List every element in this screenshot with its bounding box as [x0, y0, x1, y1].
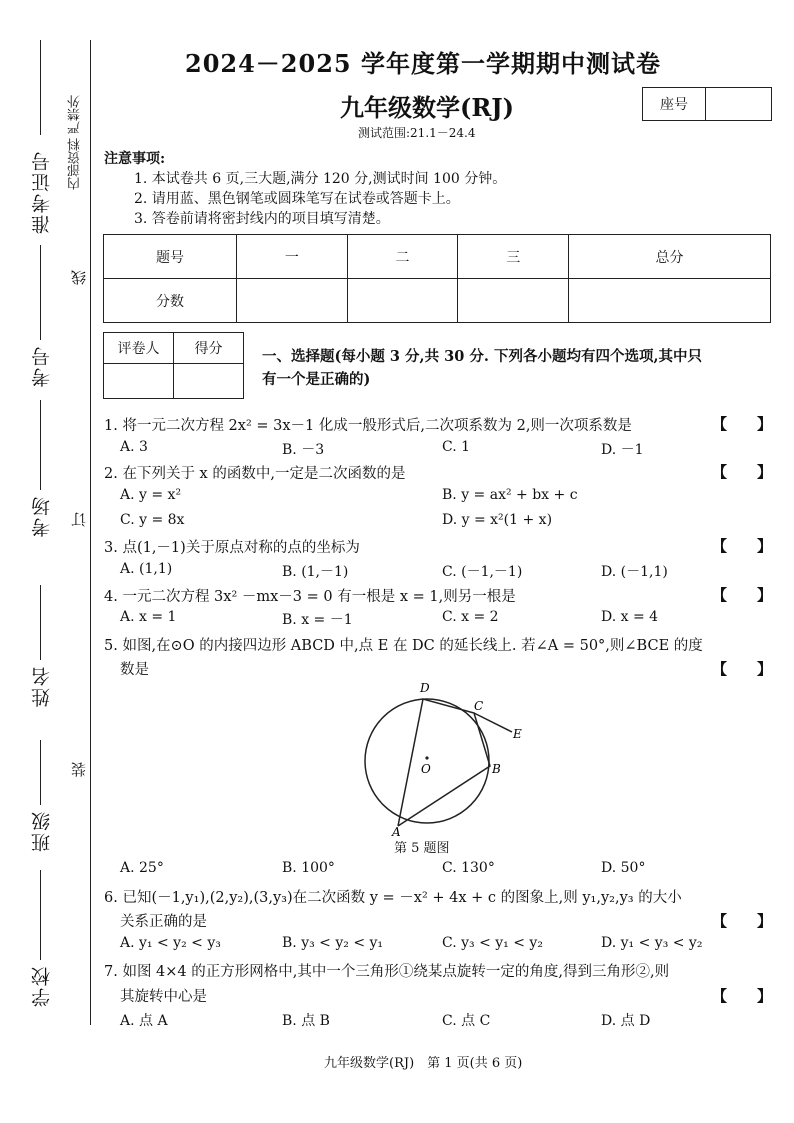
note-item: 1. 本试卷共 6 页,三大题,满分 120 分,测试时间 100 分钟。	[134, 171, 507, 187]
label-e: E	[513, 727, 522, 741]
grader-label: 评卷人	[104, 333, 174, 364]
option-a: A. x = 1	[120, 609, 177, 625]
score-header: 二	[347, 235, 458, 279]
confidential-mark: 内部资料 严禁外	[68, 94, 83, 190]
page-footer: 九年级数学(RJ) 第 1 页(共 6 页)	[324, 1056, 523, 1071]
score-table-header-row	[104, 235, 771, 279]
circle-o	[365, 699, 489, 823]
option-a: A. y₁ < y₂ < y₃	[120, 935, 221, 951]
score-cell[interactable]	[569, 279, 771, 323]
question-1: 1. 将一元二次方程 2x² = 3x－1 化成一般形式后,二次项系数为 2,则一次项系数是	[104, 418, 632, 434]
option-c: C. x = 2	[442, 609, 499, 625]
score-cell[interactable]	[458, 279, 569, 323]
option-c: C. (－1,－1)	[442, 564, 523, 580]
score-header: 一	[237, 235, 348, 279]
figure-caption: 第 5 题图	[394, 841, 450, 856]
option-d: D. 点 D	[601, 1013, 651, 1029]
exam-title: 2024－2025 学年度第一学期期中测试卷	[185, 49, 661, 78]
option-c: C. 1	[442, 439, 471, 455]
question-6-line2: 关系正确的是	[120, 914, 207, 930]
question-7: 7. 如图 4×4 的正方形网格中,其中一个三角形①绕某点旋转一定的角度,得到三角形②,则	[104, 964, 670, 980]
seal-line-mark: 线	[70, 270, 88, 285]
score-cell[interactable]	[347, 279, 458, 323]
center-point	[425, 756, 428, 759]
score-field[interactable]	[174, 364, 244, 399]
answer-bracket[interactable]: 【 】	[712, 660, 773, 678]
section-heading-line: 有一个是正确的)	[262, 371, 371, 388]
question-2: 2. 在下列关于 x 的函数中,一定是二次函数的是	[104, 466, 406, 482]
answer-bracket[interactable]: 【 】	[712, 912, 773, 930]
seal-pack-mark: 装	[70, 762, 88, 777]
label-b: B	[492, 762, 501, 776]
option-c: C. y = 8x	[120, 512, 185, 528]
question-3: 3. 点(1,－1)关于原点对称的点的坐标为	[104, 540, 360, 556]
option-b: B. －3	[282, 442, 325, 458]
notes	[104, 149, 506, 229]
test-range: 测试范围:21.1－24.4	[358, 126, 476, 140]
option-b: B. (1,－1)	[282, 564, 349, 580]
option-c: C. 点 C	[442, 1013, 491, 1029]
option-d: D. －1	[601, 442, 644, 458]
note-item: 3. 答卷前请将密封线内的项目填写清楚。	[134, 211, 390, 227]
grader-table	[103, 332, 244, 399]
question-5: 5. 如图,在⊙O 的内接四边形 ABCD 中,点 E 在 DC 的延长线上. 若∠A = 50°,则∠BCE 的度	[104, 638, 703, 654]
answer-bracket[interactable]: 【 】	[712, 415, 773, 433]
section-heading	[262, 345, 702, 391]
option-a: A. y = x²	[120, 487, 182, 503]
score-row-label: 分数	[104, 279, 237, 323]
score-header: 总分	[569, 235, 771, 279]
question-4: 4. 一元二次方程 3x² －mx－3 = 0 有一根是 x = 1,则另一根是	[104, 589, 516, 605]
seal-line	[90, 40, 91, 1025]
option-b: B. 100°	[282, 860, 335, 876]
seat-label: 座号	[643, 88, 706, 120]
fill-line	[40, 740, 41, 805]
question-5-line2: 数是	[120, 662, 149, 678]
section-heading-line: 一、选择题(每小题 3 分,共 30 分. 下列各小题均有四个选项,其中只	[262, 348, 703, 365]
label-exam-room: 考场	[31, 495, 53, 537]
seal-bind-mark: 订	[70, 512, 88, 527]
answer-bracket[interactable]: 【 】	[712, 987, 773, 1005]
label-c: C	[474, 699, 484, 713]
option-d: D. y₁ < y₃ < y₂	[601, 935, 703, 951]
grader-field[interactable]	[104, 364, 174, 399]
label-school: 学校	[31, 965, 53, 1007]
fill-line	[40, 870, 41, 960]
label-name: 姓名	[31, 665, 53, 707]
score-cell[interactable]	[237, 279, 348, 323]
score-table	[103, 234, 771, 323]
seat-number-field[interactable]	[706, 88, 771, 120]
label-exam-ticket: 准考证号	[31, 150, 53, 234]
label-class: 班级	[31, 810, 53, 852]
option-d: D. x = 4	[601, 609, 659, 625]
option-d: D. 50°	[601, 860, 646, 876]
option-b: B. y = ax² + bx + c	[442, 487, 578, 503]
exam-subtitle: 九年级数学(RJ)	[340, 93, 515, 122]
option-b: B. y₃ < y₂ < y₁	[282, 935, 384, 951]
seat-number-box	[642, 87, 772, 121]
option-d: D. (－1,1)	[601, 564, 668, 580]
fill-line	[40, 40, 41, 135]
option-a: A. 3	[120, 439, 148, 455]
option-b: B. x = －1	[282, 612, 353, 628]
notes-heading: 注意事项:	[104, 151, 166, 167]
answer-bracket[interactable]: 【 】	[712, 537, 773, 555]
option-b: B. 点 B	[282, 1013, 330, 1029]
option-c: C. 130°	[442, 860, 495, 876]
score-header: 三	[458, 235, 569, 279]
option-a: A. 25°	[120, 860, 164, 876]
fill-line	[40, 245, 41, 340]
answer-bracket[interactable]: 【 】	[712, 586, 773, 604]
fill-line	[40, 400, 41, 490]
note-item: 2. 请用蓝、黑色钢笔或圆珠笔写在试卷或答题卡上。	[134, 191, 460, 207]
answer-bracket[interactable]: 【 】	[712, 463, 773, 481]
circle-figure	[350, 676, 540, 836]
option-d: D. y = x²(1 + x)	[442, 512, 553, 528]
label-d: D	[420, 681, 430, 695]
label-exam-number: 考号	[31, 345, 53, 387]
label-a: A	[392, 825, 401, 836]
score-label: 得分	[174, 333, 244, 364]
quadrilateral-abcd	[398, 699, 490, 826]
fill-line	[40, 585, 41, 660]
label-o: O	[421, 762, 431, 776]
score-header: 题号	[104, 235, 237, 279]
score-table-row	[104, 279, 771, 323]
option-a: A. 点 A	[120, 1013, 168, 1029]
option-a: A. (1,1)	[120, 561, 173, 577]
option-c: C. y₃ < y₁ < y₂	[442, 935, 543, 951]
question-7-line2: 其旋转中心是	[120, 989, 207, 1005]
question-6: 6. 已知(－1,y₁),(2,y₂),(3,y₃)在二次函数 y = －x² + 4x + c 的图象上,则 y₁,y₂,y₃ 的大小	[104, 890, 682, 906]
